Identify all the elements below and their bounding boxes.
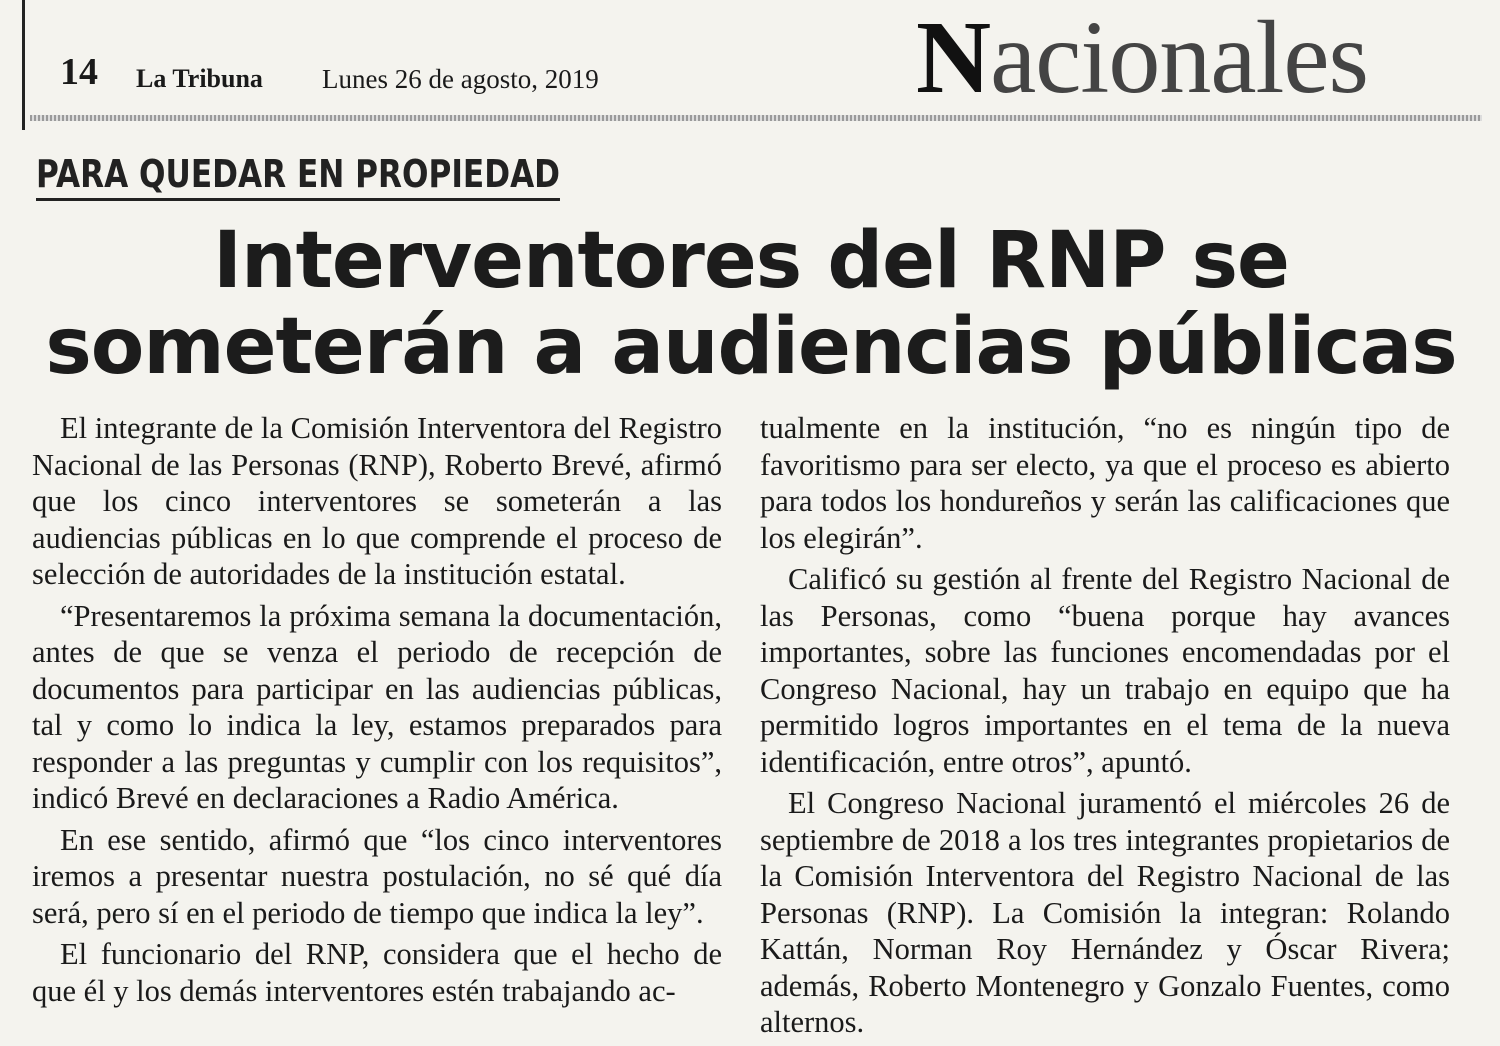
article-column-left xyxy=(32,410,722,1014)
article-paragraph: En ese sentido, afirmó que “los cinco interventores iremos a presentar nuestra postulación, no sé qué día será, pero sí en el periodo de tiempo que indica la ley”. xyxy=(32,822,722,930)
headline-line-1: Interventores del RNP se xyxy=(213,216,1289,306)
issue-date: Lunes 26 de agosto, 2019 xyxy=(322,64,599,94)
article-paragraph: Calificó su gestión al frente del Registro Nacional de las Personas, como “buena porque hay avances importantes, sobre las funciones encomendadas por el Congreso Nacional, hay un trabajo en equipo que ha permitido logros importantes en el tema de la nueva identificación, entre otros”, apuntó. xyxy=(760,562,1450,779)
left-margin-rule xyxy=(22,0,25,130)
article-paragraph: El integrante de la Comisión Interventora del Registro Nacional de las Personas (RNP), Roberto Brevé, afirmó que los cinco interventores se someterán a las audiencias públicas en lo que comprende el proceso de selección de autoridades de la institución estatal. xyxy=(32,411,722,591)
headline-line-2: someterán a audiencias públicas xyxy=(45,302,1457,392)
header-divider xyxy=(30,115,1482,121)
article-paragraph: “Presentaremos la próxima semana la documentación, antes de que se venza el periodo de recepción de documentos para participar en las audiencias públicas, tal y como lo indica la ley, estamos preparados para responder a las preguntas y cumplir con los requisitos”, indicó Brevé en declaraciones a Radio América. xyxy=(32,598,722,815)
article-paragraph: El funcionario del RNP, considera que el hecho de que él y los demás interventores estén trabajando ac- xyxy=(32,937,722,1008)
article-paragraph: El Congreso Nacional juramentó el miércoles 26 de septiembre de 2018 a los tres integrantes propietarios de la Comisión Interventora del Registro Nacional de las Personas (RNP). La Comisión la integran: Rolando Kattán, Norman Roy Hernández y Óscar Rivera; además, Roberto Montenegro y Gonzalo Fuentes, como alternos. xyxy=(760,786,1450,1039)
article-paragraph: tualmente en la institución, “no es ningún tipo de favoritismo para ser electo, ya que el proceso es abierto para todos los hondureños y serán las calificaciones que los elegirán”. xyxy=(760,411,1450,555)
section-title-rest: acionales xyxy=(990,0,1369,115)
article-column-right xyxy=(760,410,1450,1046)
page-number: 14 xyxy=(60,51,98,93)
section-title-initial: N xyxy=(916,0,991,115)
article-kicker: PARA QUEDAR EN PROPIEDAD xyxy=(36,152,560,201)
newspaper-name: La Tribuna xyxy=(136,64,263,93)
section-title xyxy=(916,0,1369,115)
article-headline xyxy=(30,218,1472,390)
